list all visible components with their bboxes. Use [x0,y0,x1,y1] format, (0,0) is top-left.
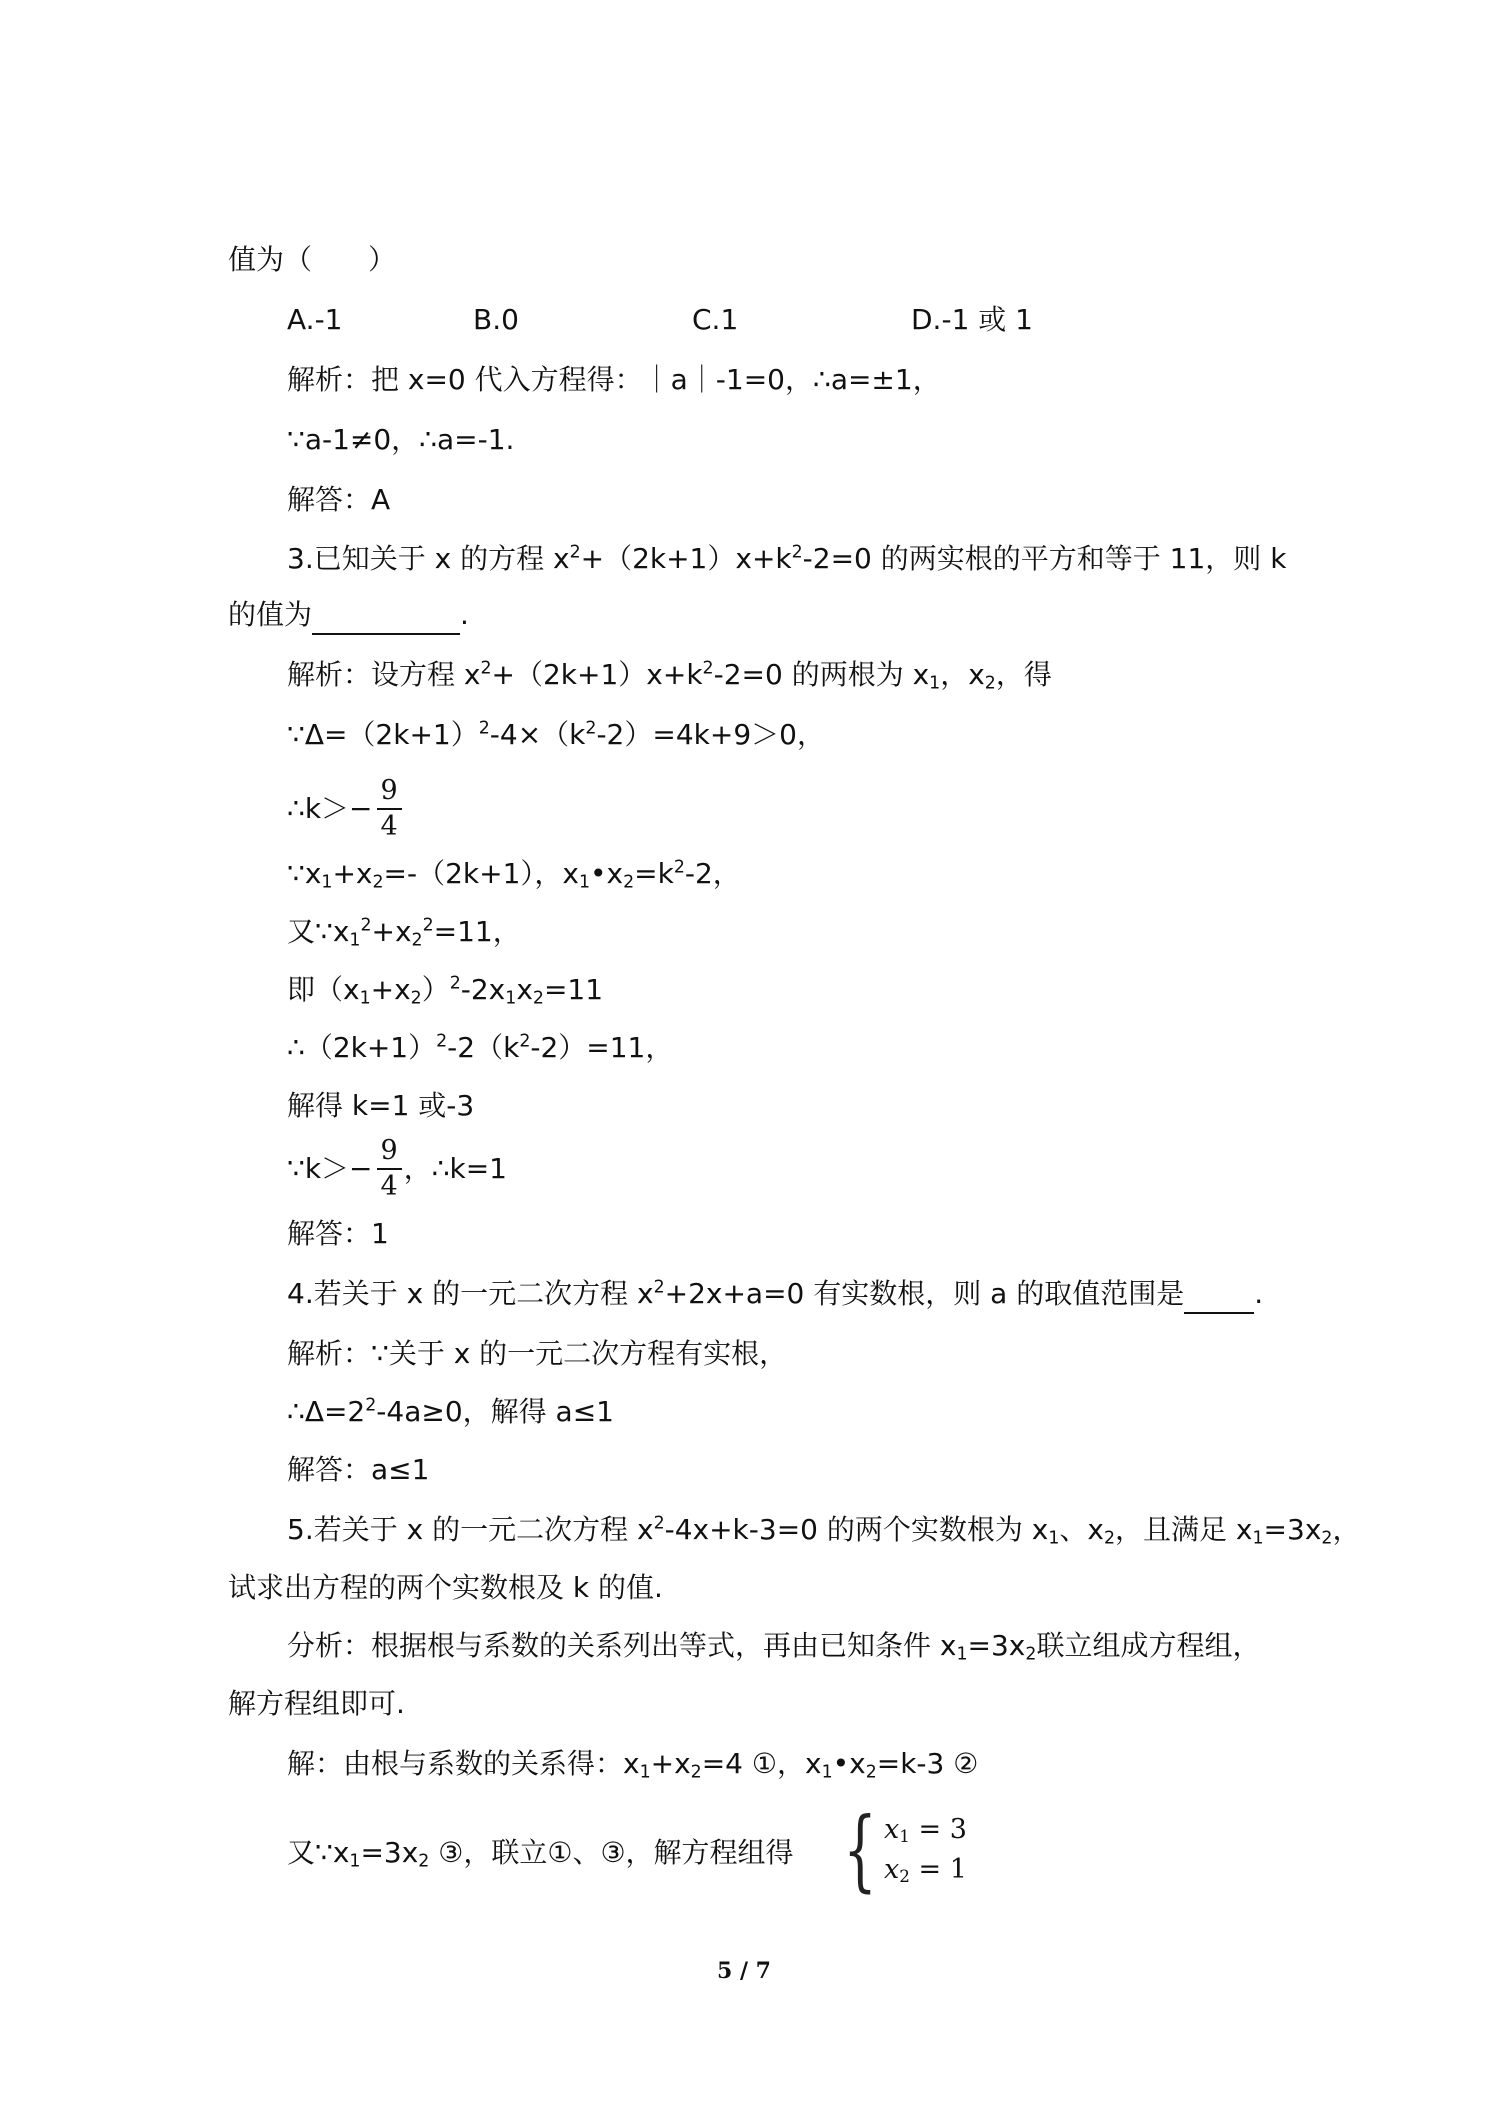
question-4: 4.若关于 x 的一元二次方程 $x^2+2x+a=0$ 有实数根，则 a 的取值范围是 . [287,1276,1263,1312]
analysis-line: 又$\because x_1^2+x_2^2=11$， [287,915,521,951]
analysis-line: $\therefore\Delta=2^2-4a\ge 0$，解得 a≤1 [287,1395,614,1428]
analysis-line: 解得 k=1 或-3 [287,1089,475,1122]
option-b: B.0 [473,303,519,336]
answer-line: 解答：A [287,483,391,516]
question-3-continued: 的值为 . [228,597,469,633]
analysis-line: $\therefore(2k+1)^2-2(k^2-2)=11$， [287,1031,674,1064]
solution-line: 解：由根与系数的关系得：$x_1+x_2=4$ ①，$x_1•x_2=k-3$ ② [287,1747,979,1783]
line-continuation: 值为（ ） [228,243,397,276]
system-row-1: $x_1 = 3$ [884,1814,967,1847]
equation-system [832,1798,967,1901]
answer-blank [312,597,460,635]
fraction-nine-quarters: $\frac{9}{4}$ [377,774,402,844]
analysis-line: 即$(x_1+x_2)^2-2x_1x_2=11$ [287,973,604,1009]
page-number: 5 / 7 [717,1958,771,1984]
fraction-nine-quarters: $\frac{9}{4}$ [377,1134,402,1204]
option-d: D.-1 或 1 [911,303,1033,336]
analysis-line: 解析：设方程 $x^2+(2k+1)x+k^2-2=0$ 的两根为 $x_1$，$x_2$，得 [287,658,1052,694]
choice-options [0,302,1488,338]
analysis-line: $\because x_1+x_2=-(2k+1)$，$x_1•x_2=k^2-2$， [287,857,741,893]
question-3: 3.已知关于 x 的方程 $x^2+(2k+1)x+k^2-2=0$ 的两实根的平方和等于 11，则 k [287,542,1287,575]
analysis-line: 解析：把 x=0 代入方程得：｜a｜-1=0，∴a=±1， [287,363,941,396]
analysis-line: $\because\Delta=(2k+1)^2-4\times(k^2-2)=4k+9>0$， [287,718,825,751]
analysis-line-continued: 解方程组即可. [228,1687,405,1720]
option-c: C.1 [692,303,739,336]
answer-line: 解答：1 [287,1217,389,1250]
answer-blank [1184,1276,1254,1314]
answer-line: 解答：a≤1 [287,1453,430,1486]
inequality-line: ∴k＞ − $\frac{9}{4}$ [287,774,404,844]
analysis-line: 分析：根据根与系数的关系列出等式，再由已知条件 $x_1=3x_2$联立组成方程组， [287,1629,1261,1665]
question-5-continued: 试求出方程的两个实数根及 k 的值. [228,1571,663,1604]
option-a: A.-1 [287,303,343,336]
analysis-line: 解析：∵关于 x 的一元二次方程有实根， [287,1337,788,1370]
solution-line: 又$\because x_1=3x_2$ ③，联立①、③，解方程组得 [287,1836,794,1872]
left-brace-icon: { [843,1798,877,1901]
analysis-line: ∵a-1≠0，∴a=-1. [287,423,515,456]
question-5: 5.若关于 x 的一元二次方程 $x^2-4x+k-3=0$ 的两个实数根为 $x_1$、$x_2$，且满足 $x_1=3x_2$， [287,1513,1361,1549]
inequality-line: ∵k＞ − $\frac{9}{4}$ ，∴k=1 [287,1135,507,1202]
system-row-2: $x_2 = 1$ [884,1854,967,1887]
